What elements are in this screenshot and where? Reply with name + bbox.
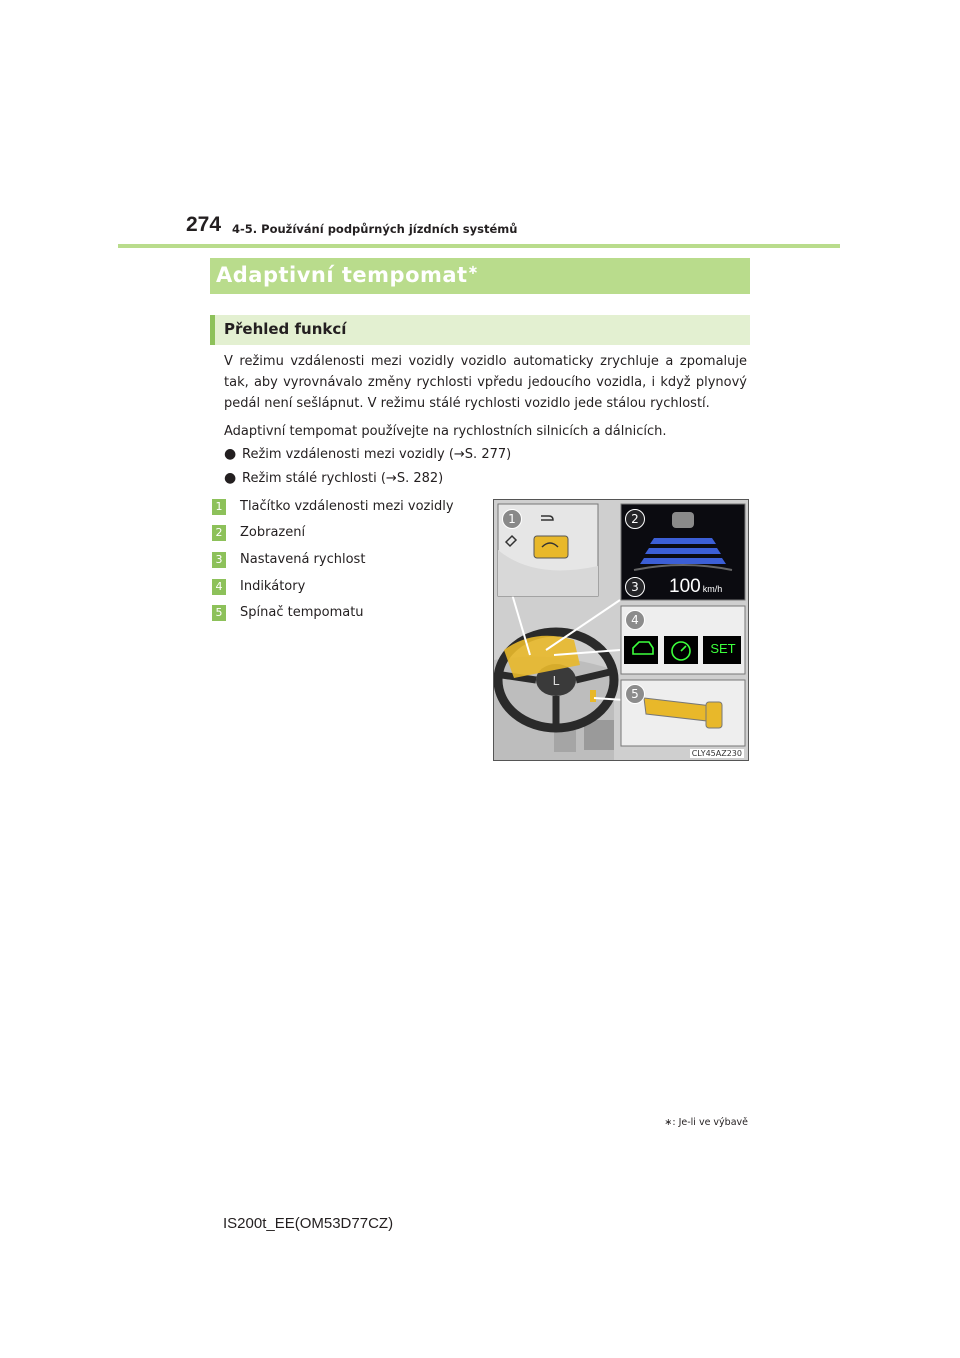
optional-equipment-mark: ∗ [467,263,479,278]
legend-number: 5 [212,605,226,621]
legend-item [212,550,365,570]
bullet-dot-icon: ● [224,446,237,462]
svg-text:L: L [552,674,560,688]
illustration-drawing [494,500,749,761]
figure-code: CLY45AZ230 [691,749,742,758]
legend-label: Indikátory [240,579,306,594]
section-title: Adaptivní tempomat∗ [216,263,479,287]
callout-1: 1 [502,509,522,529]
legend-number: 2 [212,525,226,541]
callout-2: 2 [625,509,645,529]
legend-item [212,523,305,543]
speed-value: 100 [669,576,701,597]
chapter-title: 4-5. Používání podpůrných jízdních systémů [232,222,518,236]
callout-3: 3 [625,577,645,597]
speed-unit: km/h [702,584,723,594]
callout-5: 5 [625,684,645,704]
header-rule [118,244,840,248]
subsection-heading-bar [210,315,750,345]
usage-paragraph: Adaptivní tempomat používejte na rychlostních silnicích a dálnicích. [224,424,667,439]
legend-label: Nastavená rychlost [240,552,366,567]
intro-paragraph: V režimu vzdálenosti mezi vozidly vozidlo automaticky zrychluje a zpomaluje tak, aby vyrovnávalo změny rychlosti vpředu jedoucího vozidla, i když plynový pedál není sešlápnut. V režimu stálé rychlosti vozidlo jede stálou rychlostí. [224,354,747,411]
legend-label: Tlačítko vzdálenosti mezi vozidly [240,499,454,514]
legend-item [212,603,364,623]
legend-label: Zobrazení [240,525,306,540]
bullet-item: ● Režim vzdálenosti mezi vozidly (→S. 277) [224,444,511,465]
legend-item [212,497,454,517]
set-indicator: SET [710,641,736,656]
section-heading-bar [210,258,750,294]
footer-model-code: IS200t_EE(OM53D77CZ) [223,1215,394,1232]
legend-label: Spínač tempomatu [240,605,364,620]
page-number: 274 [186,213,222,236]
set-speed-readout [669,576,722,598]
footnote: ∗: Je-li ve výbavě [664,1117,748,1128]
cruise-control-illustration [493,499,749,761]
bullet-item: ● Režim stálé rychlosti (→S. 282) [224,468,443,489]
legend-number: 4 [212,579,226,595]
legend-item [212,577,305,597]
callout-4: 4 [625,610,645,630]
legend-number: 3 [212,552,226,568]
legend-number: 1 [212,499,226,515]
subsection-title: Přehled funkcí [224,320,347,338]
bullet-dot-icon: ● [224,470,237,486]
